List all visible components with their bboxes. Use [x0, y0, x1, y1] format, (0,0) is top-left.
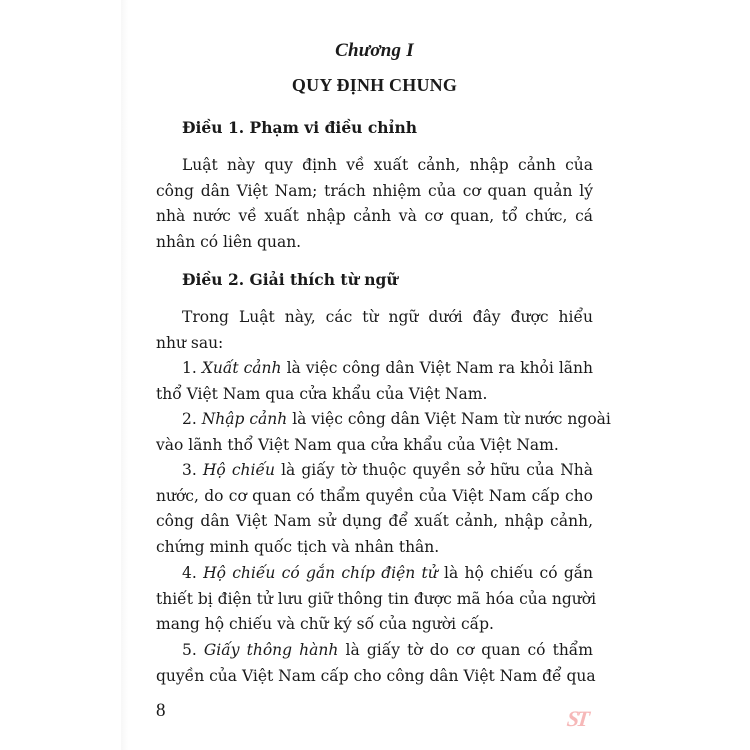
definition-text: là việc công dân Việt Nam từ nước ngoài — [292, 410, 611, 428]
definition-item-1 — [156, 356, 593, 407]
text-line: mang hộ chiếu và chữ ký số của người cấp. — [156, 615, 494, 634]
item-number: 4. — [182, 564, 197, 582]
text-line: như sau: — [156, 333, 224, 352]
chapter-label: Chương I — [335, 40, 414, 61]
text-line — [156, 407, 611, 433]
article-1-heading: Điều 1. Phạm vi điều chỉnh — [182, 118, 417, 137]
item-number: 3. — [182, 461, 197, 479]
text-line — [156, 356, 593, 382]
book-page — [156, 0, 611, 750]
definition-item-5 — [156, 638, 596, 689]
item-number: 2. — [182, 410, 197, 428]
definition-text: là giấy tờ do cơ quan có thẩm — [345, 641, 594, 659]
text-line: quyền của Việt Nam cấp cho công dân Việt Nam để qua — [156, 666, 596, 685]
text-line — [156, 458, 593, 484]
text-line: Luật này quy định về xuất cảnh, nhập cảnh của — [182, 156, 593, 174]
defined-term: Hộ chiếu có gắn chíp điện tử — [203, 564, 438, 582]
text-line: Trong Luật này, các từ ngữ dưới đây được hiểu — [182, 308, 593, 326]
defined-term: Hộ chiếu — [202, 461, 275, 479]
definition-item-4 — [156, 561, 597, 638]
definition-text: là giấy tờ thuộc quyền sở hữu của Nhà — [281, 461, 593, 479]
text-line: nhà nước về xuất nhập cảnh và cơ quan, tổ chức, cá — [156, 207, 593, 226]
defined-term: Giấy thông hành — [203, 641, 339, 659]
publisher-logo-icon: ST — [565, 706, 589, 731]
text-line: thiết bị điện tử lưu giữ thông tin được mã hóa của người — [156, 589, 597, 608]
defined-term: Nhập cảnh — [201, 410, 288, 428]
text-line — [156, 561, 593, 587]
page-number: 8 — [156, 700, 166, 721]
text-line: nước, do cơ quan có thẩm quyền của Việt Nam cấp cho — [156, 486, 593, 505]
text-line: công dân Việt Nam sử dụng để xuất cảnh, nhập cảnh, — [156, 512, 593, 531]
text-line — [156, 638, 593, 664]
article-2-intro — [156, 305, 593, 356]
item-number: 5. — [182, 641, 197, 659]
text-line: nhân có liên quan. — [156, 233, 302, 252]
defined-term: Xuất cảnh — [201, 359, 282, 377]
page-edge-shadow — [121, 0, 128, 750]
text-line: thổ Việt Nam qua cửa khẩu của Việt Nam. — [156, 384, 488, 403]
definition-item-3 — [156, 458, 593, 561]
item-number: 1. — [182, 359, 197, 377]
text-line: vào lãnh thổ Việt Nam qua cửa khẩu của Việt Nam. — [156, 435, 559, 454]
chapter-title: QUY ĐỊNH CHUNG — [291, 75, 458, 95]
definition-text: là việc công dân Việt Nam ra khỏi lãnh — [286, 359, 593, 377]
article-2-heading: Điều 2. Giải thích từ ngữ — [182, 270, 398, 289]
definition-text: là hộ chiếu có gắn — [444, 564, 593, 582]
definition-item-2 — [156, 407, 611, 458]
text-line: chứng minh quốc tịch và nhân thân. — [156, 538, 440, 557]
text-line: công dân Việt Nam; trách nhiệm của cơ quan quản lý — [156, 181, 593, 200]
article-1-paragraph — [156, 153, 593, 256]
